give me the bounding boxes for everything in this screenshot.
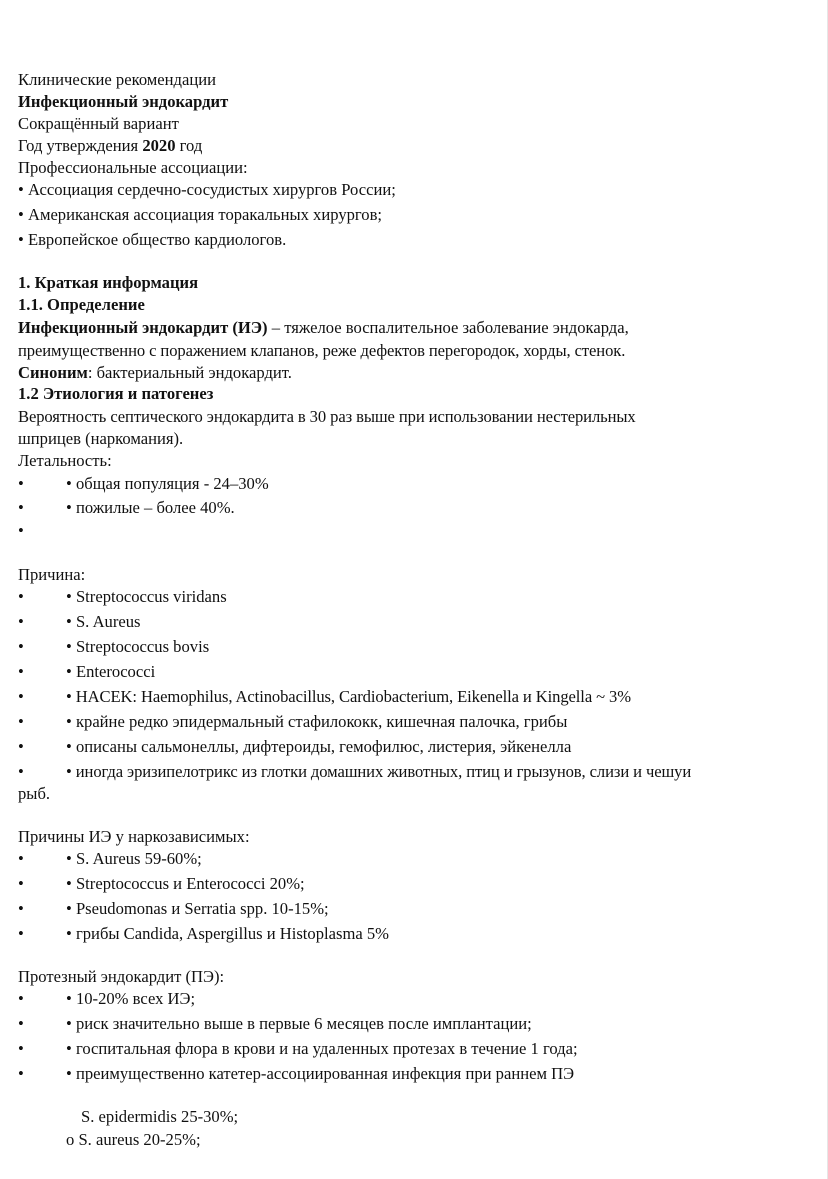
list-item: • грибы Candida, Aspergillus и Histoplasma 5% xyxy=(66,924,389,943)
definition-text: – тяжелое воспалительное заболевание эндокарда, xyxy=(267,318,629,337)
approval-year xyxy=(18,135,202,157)
sub-item: S. epidermidis 25-30%; xyxy=(81,1107,239,1126)
list-item: • S. Aureus xyxy=(66,612,141,631)
bullet-marker: • xyxy=(18,498,24,517)
subsection-heading: 1.1. Определение xyxy=(18,295,145,314)
list-item: • пожилые – более 40%. xyxy=(66,498,235,517)
list-item: • Streptococcus viridans xyxy=(66,587,227,606)
subsection-heading: 1.2 Этиология и патогенез xyxy=(18,384,214,403)
definition-line-2: преимущественно с поражением клапанов, реже дефектов перегородок, хорды, стенок. xyxy=(18,341,626,360)
synonym-line xyxy=(18,362,292,384)
bullet-marker: • xyxy=(18,1014,24,1033)
causes-label: Причина: xyxy=(18,565,86,584)
section-heading: 1. Краткая информация xyxy=(18,273,199,292)
list-item: • иногда эризипелотрикс из глотки домашних животных, птиц и грызунов, слизи и чешуи xyxy=(66,762,692,781)
risk-line-2: шприцев (наркомания). xyxy=(18,429,184,448)
bullet-marker: • xyxy=(18,662,24,681)
list-item: • 10-20% всех ИЭ; xyxy=(66,989,196,1008)
list-item: • крайне редко эпидермальный стафилококк, кишечная палочка, грибы xyxy=(66,712,568,731)
list-item: • госпитальная флора в крови и на удаленных протезах в течение 1 года; xyxy=(66,1039,578,1058)
bullet-marker: • xyxy=(18,474,24,493)
year-prefix: Год утверждения xyxy=(18,136,143,155)
list-item: • HACEK: Haemophilus, Actinobacillus, Cardiobacterium, Eikenella и Kingella ~ 3% xyxy=(66,687,631,706)
definition-term: Инфекционный эндокардит (ИЭ) xyxy=(18,318,268,337)
list-item: • Pseudomonas и Serratia spp. 10-15%; xyxy=(66,899,329,918)
bullet-marker: • xyxy=(18,1064,24,1083)
prosthetic-label: Протезный эндокардит (ПЭ): xyxy=(18,967,225,986)
bullet-marker: • xyxy=(18,874,24,893)
list-item: • описаны сальмонеллы, дифтероиды, гемофилюс, листерия, эйкенелла xyxy=(66,737,572,756)
association-item: • Ассоциация сердечно-сосудистых хирургов России; xyxy=(18,180,396,199)
bullet-marker: • xyxy=(18,899,24,918)
list-item: • Streptococcus bovis xyxy=(66,637,210,656)
association-item: • Европейское общество кардиологов. xyxy=(18,230,287,249)
risk-line-1: Вероятность септического эндокардита в 30 раз выше при использовании нестерильных xyxy=(18,407,636,426)
synonym-text: : бактериальный эндокардит. xyxy=(87,363,292,382)
drug-users-label: Причины ИЭ у наркозависимых: xyxy=(18,827,250,846)
list-item: • преимущественно катетер-ассоциированная инфекция при раннем ПЭ xyxy=(66,1064,575,1083)
mortality-label: Летальность: xyxy=(18,451,112,470)
synonym-term: Синоним xyxy=(18,363,88,382)
year-suffix: год xyxy=(175,136,203,155)
wrapped-text: рыб. xyxy=(18,784,51,803)
bullet-marker: • xyxy=(18,587,24,606)
sub-item: o S. aureus 20-25%; xyxy=(66,1130,201,1149)
bullet-marker: • xyxy=(18,687,24,706)
bullet-marker: • xyxy=(18,762,24,781)
associations-label: Профессиональные ассоциации: xyxy=(18,158,248,177)
list-item: • S. Aureus 59-60%; xyxy=(66,849,202,868)
list-item: • общая популяция - 24–30% xyxy=(66,474,269,493)
bullet-marker: • xyxy=(18,1039,24,1058)
doc-title: Инфекционный эндокардит xyxy=(18,92,229,111)
year-value: 2020 xyxy=(142,136,176,155)
definition-line xyxy=(18,317,629,339)
bullet-marker: • xyxy=(18,637,24,656)
bullet-marker: • xyxy=(18,521,24,540)
bullet-marker: • xyxy=(18,612,24,631)
list-item: • Streptococcus и Enterococci 20%; xyxy=(66,874,305,893)
list-item: • риск значительно выше в первые 6 месяцев после имплантации; xyxy=(66,1014,532,1033)
bullet-marker: • xyxy=(18,924,24,943)
doc-type: Клинические рекомендации xyxy=(18,70,216,89)
bullet-marker: • xyxy=(18,849,24,868)
list-item: • Enterococci xyxy=(66,662,156,681)
bullet-marker: • xyxy=(18,989,24,1008)
bullet-marker: • xyxy=(18,737,24,756)
doc-version: Сокращённый вариант xyxy=(18,114,179,133)
bullet-marker: • xyxy=(18,712,24,731)
association-item: • Американская ассоциация торакальных хирургов; xyxy=(18,205,383,224)
